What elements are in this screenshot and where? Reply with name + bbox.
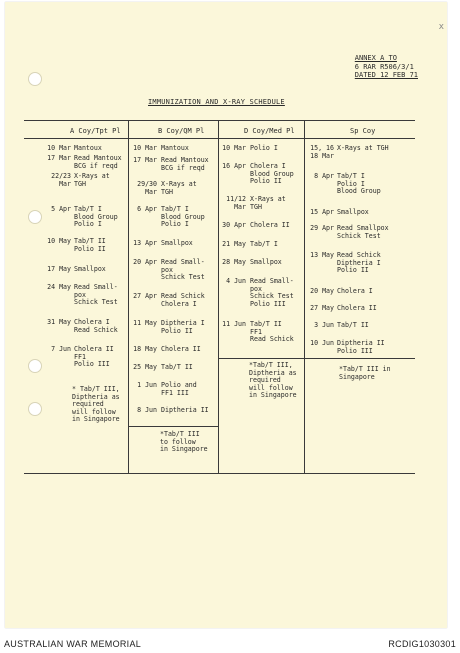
schedule-date: 1 Jun bbox=[137, 381, 157, 389]
schedule-entry: Cholera II bbox=[250, 221, 290, 229]
column-divider bbox=[128, 120, 129, 474]
schedule-entry: Polio and FF1 III bbox=[161, 381, 197, 397]
schedule-entry: Read Mantoux BCG if reqd bbox=[74, 154, 122, 170]
schedule-date: 10 May bbox=[47, 237, 71, 245]
schedule-date: 27 May bbox=[310, 304, 334, 312]
schedule-date: 25 May bbox=[133, 363, 157, 371]
schedule-entry: Cholera II bbox=[161, 345, 201, 353]
note-rule bbox=[128, 426, 218, 427]
schedule-entry: Diptheria I Polio II bbox=[161, 319, 205, 335]
column-divider bbox=[304, 120, 305, 474]
table-header-rule bbox=[24, 138, 415, 139]
column-footnote: *Tab/T III to follow in Singapore bbox=[160, 430, 208, 454]
schedule-entry: Tab/T I Blood Group Polio I bbox=[161, 205, 205, 229]
schedule-entry: Smallpox bbox=[250, 258, 282, 266]
schedule-date: 27 Apr bbox=[133, 292, 157, 300]
schedule-date: 31 May bbox=[47, 318, 71, 326]
schedule-date: 11 May bbox=[133, 319, 157, 327]
schedule-entry: Cholera I Read Schick bbox=[74, 318, 118, 334]
schedule-entry: Cholera I Blood Group Polio II bbox=[250, 162, 294, 186]
schedule-date: 24 May bbox=[47, 283, 71, 291]
dated-label: DATED 12 FEB 71 bbox=[354, 71, 418, 80]
schedule-date: 11 Jun bbox=[222, 320, 246, 328]
schedule-entry: Read Mantoux BCG if reqd bbox=[161, 156, 209, 172]
column-heading: B Coy/QM Pl bbox=[158, 127, 205, 135]
schedule-date: 17 May bbox=[47, 265, 71, 273]
schedule-entry: X-Rays at TGH bbox=[337, 144, 389, 152]
schedule-entry: Tab/T I Blood Group Polio I bbox=[74, 205, 118, 229]
schedule-entry: Read Smallpox Schick Test bbox=[337, 224, 389, 240]
schedule-date: 10 Jun bbox=[310, 339, 334, 347]
schedule-entry: Read Small- pox Schick Test bbox=[161, 258, 205, 282]
schedule-date: 8 Apr bbox=[314, 172, 334, 180]
schedule-entry: Read Small- pox Schick Test Polio III bbox=[250, 277, 294, 308]
table-top-rule bbox=[24, 120, 415, 121]
archive-name: AUSTRALIAN WAR MEMORIAL bbox=[4, 639, 142, 649]
schedule-entry: Read Schick Diptheria I Polio II bbox=[337, 251, 381, 275]
schedule-date: 29/30 Mar bbox=[137, 180, 157, 196]
schedule-date: 20 Apr bbox=[133, 258, 157, 266]
schedule-entry: X-Rays at TGH bbox=[250, 195, 286, 211]
column-heading: Sp Coy bbox=[350, 127, 376, 135]
schedule-date: 5 Apr bbox=[51, 205, 71, 213]
schedule-date: 30 Apr bbox=[222, 221, 246, 229]
schedule-entry: Smallpox bbox=[74, 265, 106, 273]
schedule-entry: Tab/T I Polio I Blood Group bbox=[337, 172, 381, 196]
archive-id: RCDIG1030301 bbox=[388, 639, 456, 649]
schedule-date: 10 Mar bbox=[222, 144, 246, 152]
schedule-entry: Diptheria II Polio III bbox=[337, 339, 385, 355]
annex-reference bbox=[355, 54, 418, 80]
schedule-entry: Smallpox bbox=[337, 208, 369, 216]
schedule-date: 10 Mar bbox=[133, 144, 157, 152]
schedule-date: 8 Jun bbox=[137, 406, 157, 414]
punch-hole bbox=[28, 72, 42, 86]
schedule-entry: X-Rays at TGH bbox=[161, 180, 197, 196]
schedule-entry: Read Schick Cholera I bbox=[161, 292, 205, 308]
schedule-entry: Cholera II FF1 Polio III bbox=[74, 345, 114, 369]
file-reference: 6 RAR R506/3/1 bbox=[354, 62, 414, 71]
schedule-date: 6 Apr bbox=[137, 205, 157, 213]
corner-mark: x bbox=[438, 22, 444, 32]
schedule-entry: Mantoux bbox=[161, 144, 189, 152]
schedule-entry: Tab/T II Polio II bbox=[74, 237, 106, 253]
column-divider bbox=[218, 120, 219, 474]
schedule-entry: X-Rays at TGH bbox=[74, 172, 110, 188]
schedule-date: 13 Apr bbox=[133, 239, 157, 247]
schedule-entry: Tab/T II FF1 Read Schick bbox=[250, 320, 294, 344]
schedule-date: 28 May bbox=[222, 258, 246, 266]
schedule-date: 16 Apr bbox=[222, 162, 246, 170]
schedule-date: 15 Apr bbox=[310, 208, 334, 216]
column-footnote: *Tab/T III in Singapore bbox=[339, 365, 391, 381]
table-bottom-rule bbox=[24, 473, 415, 474]
schedule-date: 7 Jun bbox=[51, 345, 71, 353]
schedule-date: 11/12 Mar bbox=[226, 195, 246, 211]
schedule-entry: Smallpox bbox=[161, 239, 193, 247]
schedule-entry: Polio I bbox=[250, 144, 278, 152]
schedule-entry: Diptheria II bbox=[161, 406, 209, 414]
document-page bbox=[5, 2, 447, 628]
schedule-date: 17 Mar bbox=[133, 156, 157, 164]
schedule-date: 29 Apr bbox=[310, 224, 334, 232]
column-footnote: * Tab/T III, Diptheria as required will follow in Singapore bbox=[72, 385, 120, 424]
schedule-entry: Tab/T II bbox=[337, 321, 369, 329]
schedule-entry: Tab/T II bbox=[161, 363, 193, 371]
column-heading: A Coy/Tpt Pl bbox=[70, 127, 121, 135]
schedule-date: 17 Mar bbox=[47, 154, 71, 162]
note-rule bbox=[304, 358, 415, 359]
schedule-date: 18 May bbox=[133, 345, 157, 353]
schedule-entry: Read Small- pox Schick Test bbox=[74, 283, 118, 307]
schedule-date: 15, 16 18 Mar bbox=[310, 144, 334, 160]
schedule-date: 22/23 Mar bbox=[51, 172, 71, 188]
schedule-entry: Mantoux bbox=[74, 144, 102, 152]
schedule-entry: Tab/T I bbox=[250, 240, 278, 248]
column-footnote: *Tab/T III, Diptheria as required will follow in Singapore bbox=[249, 361, 297, 400]
punch-hole bbox=[28, 402, 42, 416]
schedule-date: 4 Jun bbox=[226, 277, 246, 285]
schedule-date: 20 May bbox=[310, 287, 334, 295]
punch-hole bbox=[28, 359, 42, 373]
column-heading: D Coy/Med Pl bbox=[244, 127, 295, 135]
page-title: IMMUNIZATION AND X-RAY SCHEDULE bbox=[148, 98, 285, 106]
schedule-date: 10 Mar bbox=[47, 144, 71, 152]
annex-label: ANNEX A TO bbox=[354, 54, 397, 62]
note-rule bbox=[218, 358, 304, 359]
punch-hole bbox=[28, 210, 42, 224]
schedule-entry: Cholera II bbox=[337, 304, 377, 312]
archive-footer bbox=[0, 636, 460, 653]
schedule-date: 13 May bbox=[310, 251, 334, 259]
schedule-entry: Cholera I bbox=[337, 287, 373, 295]
schedule-date: 3 Jun bbox=[314, 321, 334, 329]
schedule-date: 21 May bbox=[222, 240, 246, 248]
